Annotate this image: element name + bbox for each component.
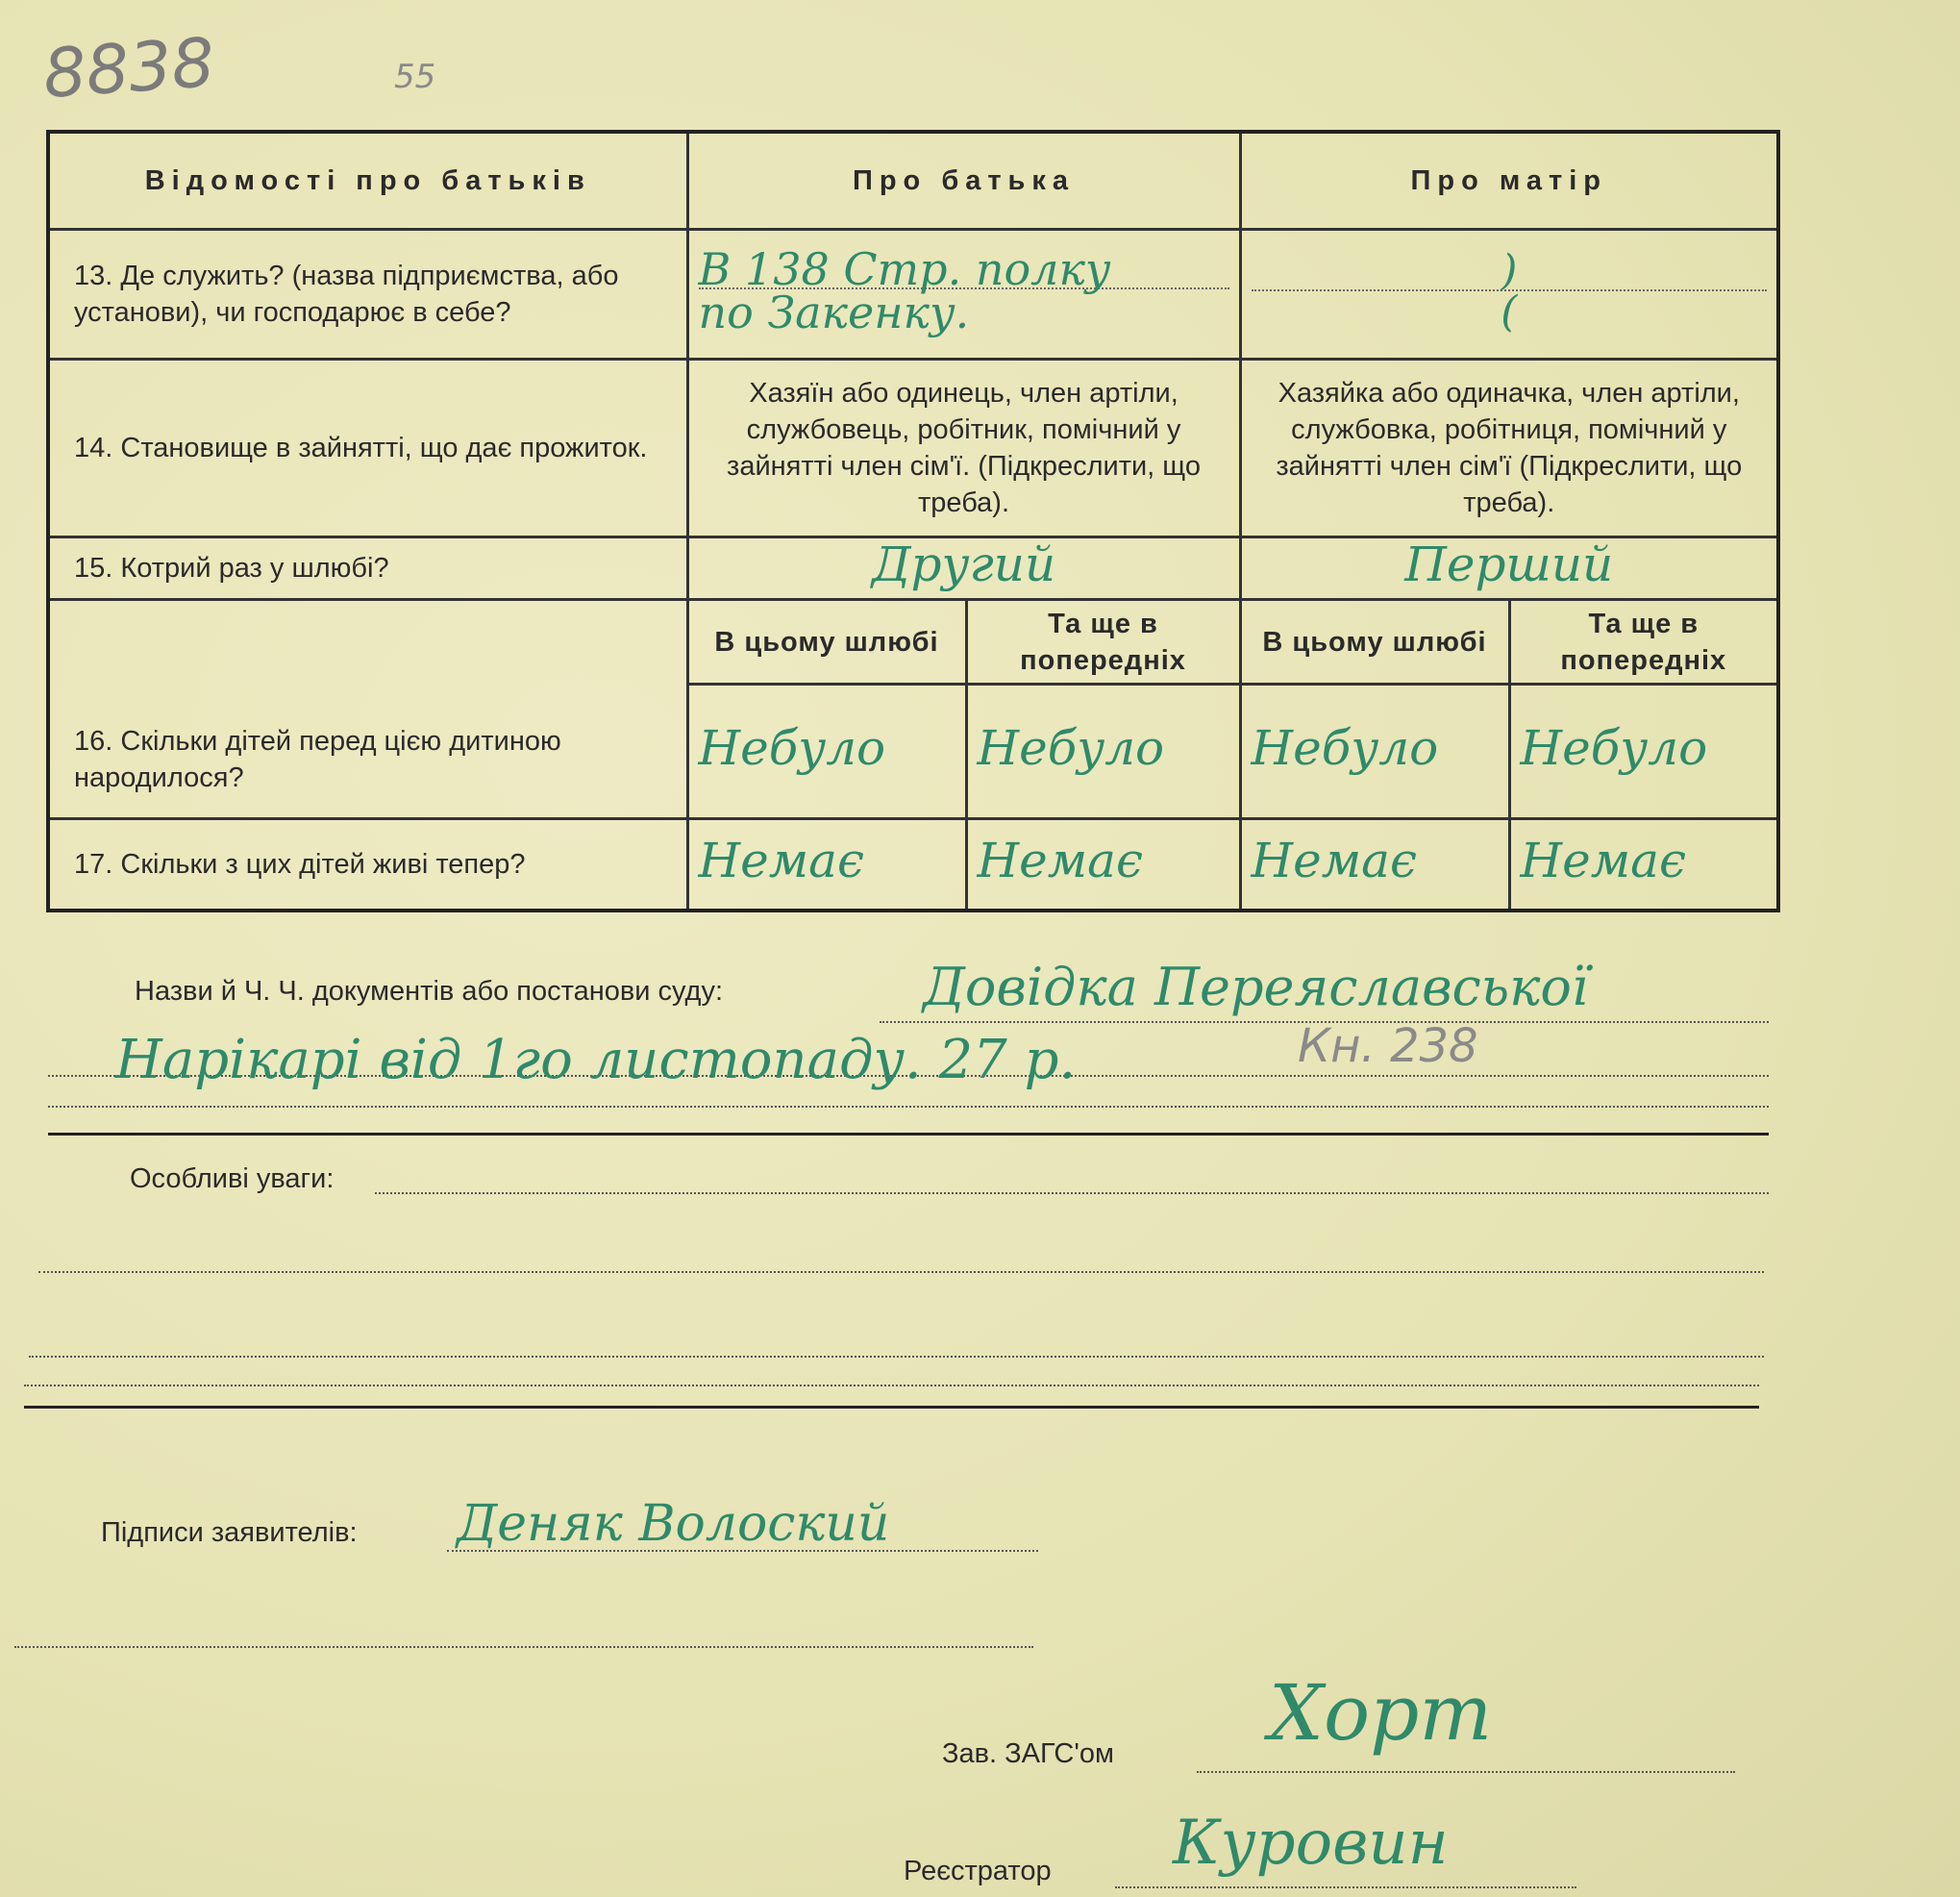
q17-father-this-cell: [687, 819, 966, 911]
header-father: Про батька: [687, 132, 1240, 230]
registrar-label: Реєстратор: [904, 1856, 1052, 1886]
q16-mother-this: Небуло: [1251, 719, 1439, 776]
q13-label: 13. Де служить? (назва підприємства, або установи), чи господарює в себе?: [48, 230, 687, 360]
q16-father-this-cell: [687, 685, 966, 819]
archive-mark: 55: [394, 58, 436, 96]
row-15: [48, 537, 1778, 600]
q17-mother-this: Немає: [1251, 832, 1417, 888]
q16-label: 16. Скільки дітей перед цією дитиною народилося?: [48, 600, 687, 819]
applicants-line-2: [14, 1646, 1033, 1648]
q17-father-prev-cell: [966, 819, 1240, 911]
q16-father-prev-cell: [966, 685, 1240, 819]
row-14: [48, 360, 1778, 537]
remarks-line-1: [375, 1192, 1769, 1194]
q16-father-sub-prev: Та ще в попередніх: [966, 600, 1240, 685]
q16-mother-prev-cell: [1509, 685, 1778, 819]
remarks-line-2: [38, 1271, 1764, 1273]
q16-father-sub-this: В цьому шлюбі: [687, 600, 966, 685]
documents-note: Кн. 238: [1298, 1019, 1478, 1073]
q16-mother-prev: Небуло: [1520, 719, 1708, 776]
row-16-subheader: [48, 600, 1778, 685]
q13-father-cell: [687, 230, 1240, 360]
head-signature: Хорт: [1269, 1668, 1493, 1758]
registrar-line: [1115, 1886, 1576, 1888]
documents-value-line2: Нарікарі від 1го листопаду. 27 р.: [115, 1029, 1077, 1091]
q15-father-cell: [687, 537, 1240, 600]
q16-mother-sub-this: В цьому шлюбі: [1240, 600, 1509, 685]
q13-father-line1: В 138 Стр. полку: [699, 251, 1229, 289]
row-13: [48, 230, 1778, 360]
archive-number: 8838: [40, 22, 217, 114]
applicants-signature: Деняк Волоский: [457, 1495, 890, 1553]
q14-mother-options: Хазяйка або одиначка, член артіли, службовка, робітниця, помічний у зайнятті член сім'ї (Підкреслити, що треба).: [1240, 360, 1778, 537]
remarks-label: Особливі уваги:: [130, 1163, 335, 1194]
documents-line-3: [48, 1106, 1769, 1108]
q17-mother-prev: Немає: [1520, 832, 1686, 888]
head-label: Зав. ЗАГС'ом: [942, 1738, 1114, 1769]
row-17: [48, 819, 1778, 911]
q17-father-this: Немає: [698, 832, 864, 888]
q13-mother-cell: [1240, 230, 1778, 360]
documents-label: Назви й Ч. Ч. документів або постанови суду:: [135, 976, 724, 1007]
table-header-row: [48, 132, 1778, 230]
q13-father-line2: по Закенку.: [698, 287, 970, 338]
q15-label: 15. Котрий раз у шлюбі?: [48, 537, 687, 600]
applicants-label: Підписи заявителів:: [101, 1517, 358, 1548]
q16-mother-sub-prev: Та ще в попередніх: [1509, 600, 1778, 685]
q17-father-prev: Немає: [977, 832, 1143, 888]
q15-mother-cell: [1240, 537, 1778, 600]
q15-father-value: Другий: [871, 537, 1056, 592]
q16-father-this: Небуло: [698, 719, 886, 776]
q15-mother-value: Перший: [1404, 537, 1614, 592]
q13-mother-mark1: ): [1252, 253, 1768, 291]
remarks-line-3: [29, 1356, 1764, 1358]
q17-mother-prev-cell: [1509, 819, 1778, 911]
documents-rule: [48, 1133, 1769, 1136]
q17-label: 17. Скільки з цих дітей живі тепер?: [48, 819, 687, 911]
registrar-signature: Куровин: [1173, 1808, 1449, 1879]
parents-info-table: [46, 130, 1780, 912]
q14-label: 14. Становище в зайнятті, що дає прожиток.: [48, 360, 687, 537]
q16-father-prev: Небуло: [977, 719, 1165, 776]
q17-mother-this-cell: [1240, 819, 1509, 911]
q16-mother-this-cell: [1240, 685, 1509, 819]
header-mother: Про матір: [1240, 132, 1778, 230]
q13-mother-mark2: (: [1501, 287, 1518, 337]
remarks-line-4: [24, 1385, 1759, 1386]
head-line: [1197, 1771, 1735, 1773]
documents-value-line1: Довідка Переяславської: [923, 957, 1589, 1017]
remarks-rule: [24, 1406, 1759, 1409]
q14-father-options: Хазяїн або одинець, член артіли, службовець, робітник, помічний у зайнятті член сім'ї. (Підкреслити, що треба).: [687, 360, 1240, 537]
header-info: Відомості про батьків: [48, 132, 687, 230]
